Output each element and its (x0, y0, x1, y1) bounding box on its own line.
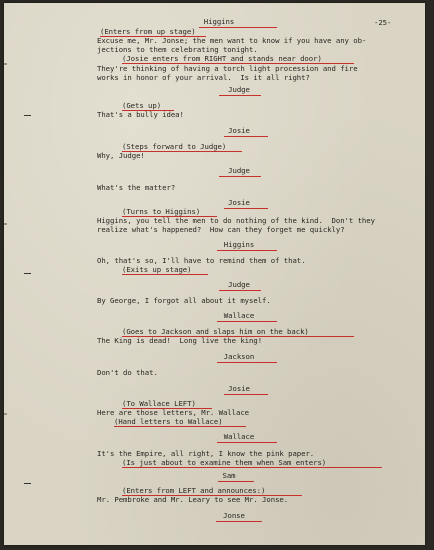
dialogue-line: They're thinking of having a torch light procession and fire (97, 64, 358, 73)
speaker-underline (199, 27, 277, 28)
speaker-underline (224, 136, 268, 137)
speaker-underline (217, 250, 277, 251)
dialogue-line: jections to them celebrating tonight. (97, 45, 258, 54)
dialogue-line: Oh, that's so, I'll have to remind them of that. (97, 256, 306, 265)
margin-tick (24, 273, 31, 274)
speaker-name: Judge (228, 280, 250, 289)
speaker-underline (219, 95, 261, 96)
dialogue-line: realize what's happened? How can they forget me quickly? (97, 225, 345, 234)
dialogue-line: It's the Empire, all right, I know the pink paper. (97, 449, 315, 458)
speaker-name: Josie (228, 126, 250, 135)
direction-underline (114, 426, 246, 427)
speaker-underline (224, 208, 268, 209)
margin-tick (24, 115, 31, 116)
stage-direction: (Enters from LEFT and announces:) (122, 486, 266, 495)
speaker-name: Jackson (223, 352, 255, 361)
speaker-name: Higgins (223, 240, 255, 249)
stage-direction: (Hand letters to Wallace) (114, 417, 223, 426)
speaker-name: Sam (222, 471, 236, 480)
dialogue-line: The King is dead! Long live the king! (97, 336, 263, 345)
speaker-name: Wallace (223, 432, 255, 441)
speaker-name: Judge (228, 166, 250, 175)
dialogue-line: By George, I forgot all about it myself. (97, 296, 271, 305)
stage-direction: (Turns to Higgins) (122, 207, 201, 216)
stage-direction: (Is just about to examine them when Sam enters) (122, 458, 327, 467)
stage-direction: (Exits up stage) (122, 265, 192, 274)
dialogue-line: What's the matter? (97, 183, 176, 192)
speaker-name: Josie (228, 384, 250, 393)
speaker-name: Josie (228, 198, 250, 207)
typed-script-page (4, 3, 425, 545)
dialogue-line: Why, Judge! (97, 151, 145, 160)
speaker-name: Jonse (223, 511, 245, 520)
margin-mark (4, 413, 7, 415)
direction-underline (122, 274, 208, 275)
margin-mark (4, 223, 7, 225)
speaker-underline (224, 394, 268, 395)
dialogue-line: Excuse me, Mr. Jonse; the men want to know if you have any ob- (97, 36, 367, 45)
dialogue-line: Here are those letters, Mr. Wallace (97, 408, 250, 417)
speaker-underline (218, 481, 254, 482)
speaker-underline (216, 521, 262, 522)
dialogue-line: works in honor of your arrival. Is it all right? (97, 73, 310, 82)
speaker-name: Higgins (203, 17, 235, 26)
stage-direction: (Josie enters from RIGHT and stands near door) (122, 54, 322, 63)
margin-mark (4, 63, 7, 65)
dialogue-line: Don't do that. (97, 368, 158, 377)
stage-direction: (To Wallace LEFT) (122, 399, 196, 408)
stage-direction: (Enters from up stage) (100, 27, 196, 36)
speaker-name: Judge (228, 85, 250, 94)
margin-tick (24, 483, 31, 484)
page-number: -25- (374, 18, 392, 27)
speaker-underline (217, 321, 277, 322)
speaker-underline (217, 442, 277, 443)
speaker-underline (217, 362, 277, 363)
stage-direction: (Goes to Jackson and slaps him on the back) (122, 327, 309, 336)
stage-direction: (Gets up) (122, 101, 162, 110)
speaker-underline (219, 290, 261, 291)
speaker-underline (219, 176, 261, 177)
dialogue-line: That's a bully idea! (97, 110, 184, 119)
stage-direction: (Steps forward to Judge) (122, 142, 227, 151)
direction-underline (122, 467, 382, 468)
speaker-name: Wallace (223, 311, 255, 320)
dialogue-line: Higgins, you tell the men to do nothing of the kind. Don't they (97, 216, 375, 225)
dialogue-line: Mr. Pembroke and Mr. Leary to see Mr. Jonse. (97, 495, 289, 504)
